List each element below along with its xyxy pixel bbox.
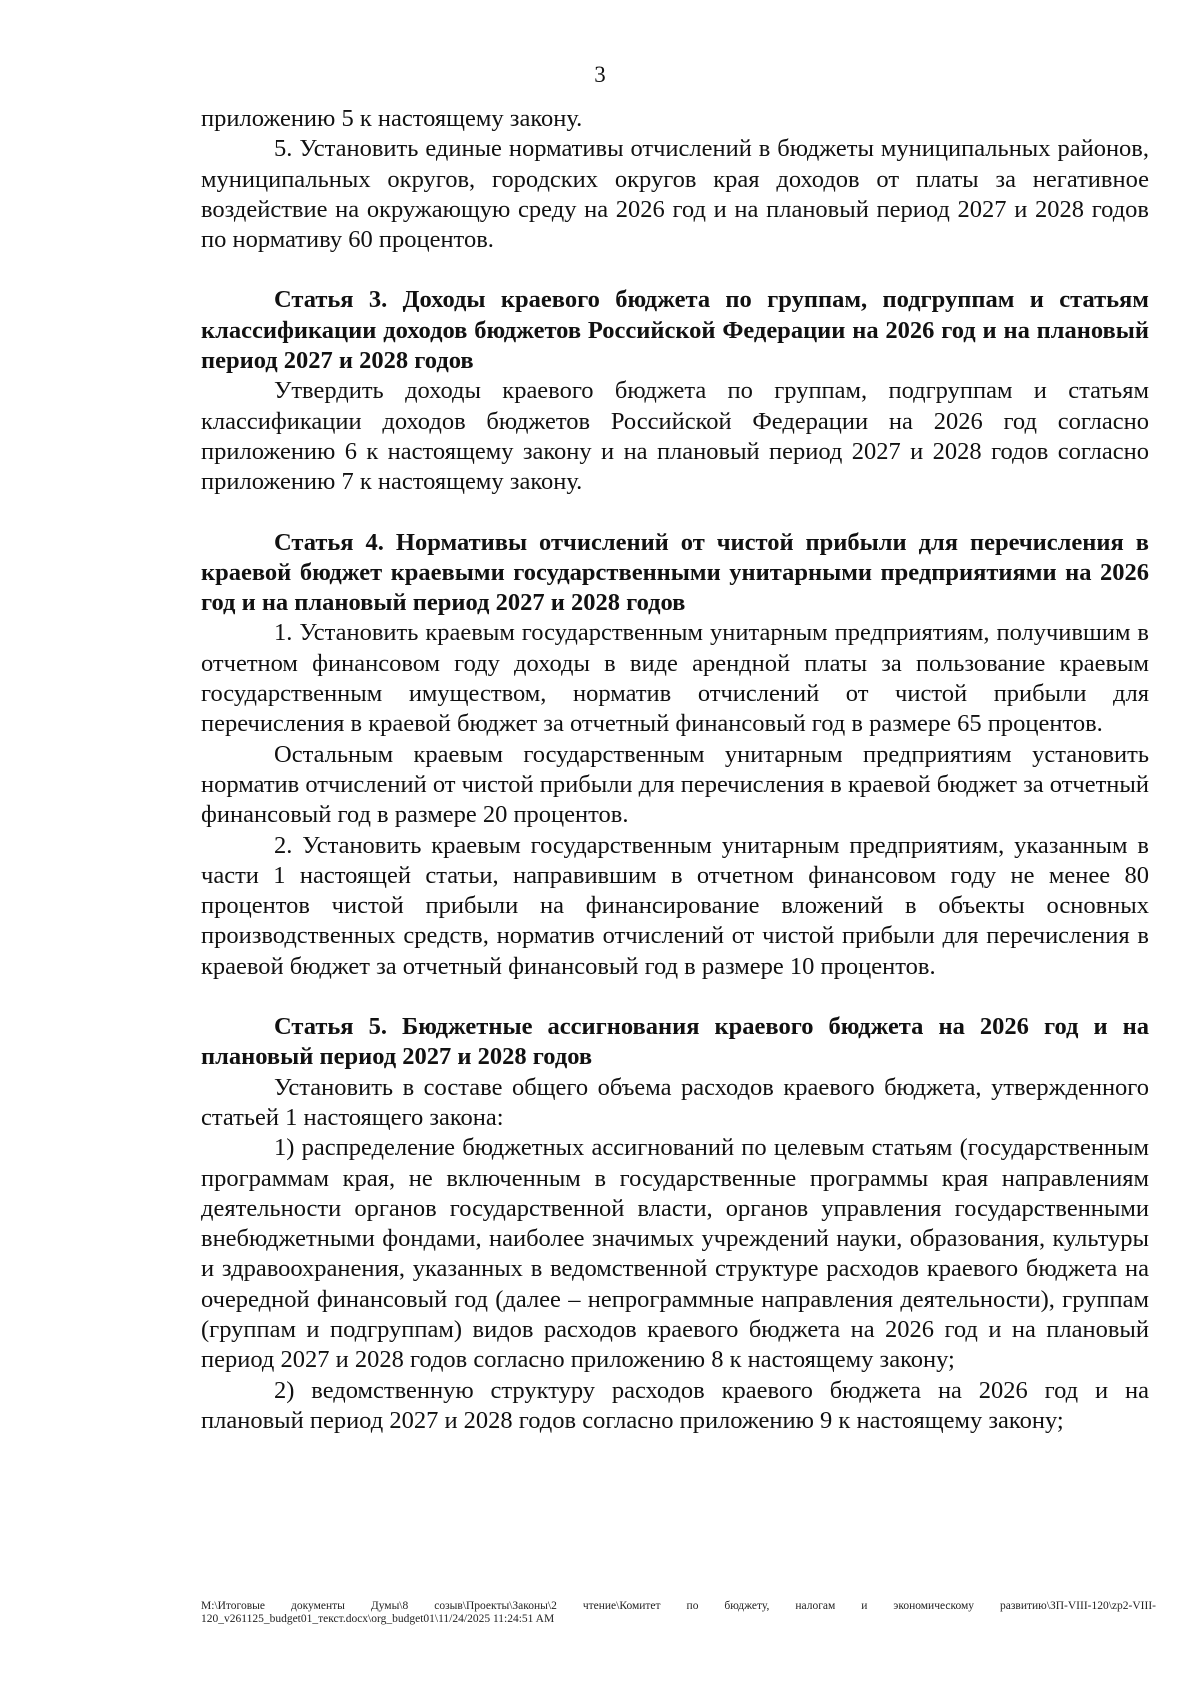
paragraph: 1) распределение бюджетных ассигнований по целевым статьям (государственным программам края, не включенным в государственные программы края направлениям деятельности органов государственной власти, органов управления государственными внебюджетными фондами, наиболее значимых учреждений науки, образования, культуры и здравоохранения, указанных в ведомственной структуре расходов краевого бюджета на очередной финансовый год (далее – непрограммные направления деятельности), группам (группам и подгруппам) видов расходов краевого бюджета на 2026 год и на плановый период 2027 и 2028 годов согласно приложению 8 к настоящему закону; <box>201 1134 1149 1374</box>
article-3-heading: Статья 3. Доходы краевого бюджета по группам, подгруппам и статьям классификации доходов бюджетов Российской Федерации на 2026 год и на плановый период 2027 и 2028 годов <box>201 286 1149 375</box>
article-5-heading: Статья 5. Бюджетные ассигнования краевого бюджета на 2026 год и на плановый период 2027 и 2028 годов <box>201 1013 1149 1071</box>
page-number: 3 <box>594 62 606 87</box>
file-path-footer: М:\Итоговые документы Думы\8 созыв\Проекты\Законы\2 чтение\Комитет по бюджету, налогам и экономическому развитию\ЗП-VIII-120\zp2-VIII-120_v261125_budget01_текст.docx\org_budget01\11/24/2025 11:24:51 AM <box>201 1600 1156 1625</box>
paragraph: Остальным краевым государственным унитарным предприятиям установить норматив отчислений от чистой прибыли для перечисления в краевой бюджет за отчетный финансовый год в размере 20 процентов. <box>201 740 1149 829</box>
paragraph: 2. Установить краевым государственным унитарным предприятиям, указанным в части 1 настоящей статьи, направившим в отчетном финансовом году не менее 80 процентов чистой прибыли на финансирование вложений в объекты основных производственных средств, норматив отчислений от чистой прибыли для перечисления в краевой бюджет за отчетный финансовый год в размере 10 процентов. <box>201 831 1149 980</box>
document-body <box>201 104 1149 1436</box>
paragraph: Утвердить доходы краевого бюджета по группам, подгруппам и статьям классификации доходов бюджетов Российской Федерации на 2026 год согласно приложению 6 к настоящему закону и на плановый период 2027 и 2028 годов согласно приложению 7 к настоящему закону. <box>201 377 1149 496</box>
paragraph: приложению 5 к настоящему закону. <box>201 105 583 132</box>
article-4-heading: Статья 4. Нормативы отчислений от чистой прибыли для перечисления в краевой бюджет краевыми государственными унитарными предприятиями на 2026 год и на плановый период 2027 и 2028 годов <box>201 528 1149 617</box>
paragraph: 1. Установить краевым государственным унитарным предприятиям, получившим в отчетном финансовом году доходы в виде арендной платы за пользование краевым государственным имуществом, норматив отчислений от чистой прибыли для перечисления в краевой бюджет за отчетный финансовый год в размере 65 процентов. <box>201 619 1149 738</box>
paragraph: Установить в составе общего объема расходов краевого бюджета, утвержденного статьей 1 настоящего закона: <box>201 1073 1149 1131</box>
paragraph: 2) ведомственную структуру расходов краевого бюджета на 2026 год и на плановый период 2027 и 2028 годов согласно приложению 9 к настоящему закону; <box>201 1376 1149 1434</box>
paragraph: 5. Установить единые нормативы отчислений в бюджеты муниципальных районов, муниципальных округов, городских округов края доходов от платы за негативное воздействие на окружающую среду на 2026 год и на плановый период 2027 и 2028 годов по нормативу 60 процентов. <box>201 135 1149 254</box>
